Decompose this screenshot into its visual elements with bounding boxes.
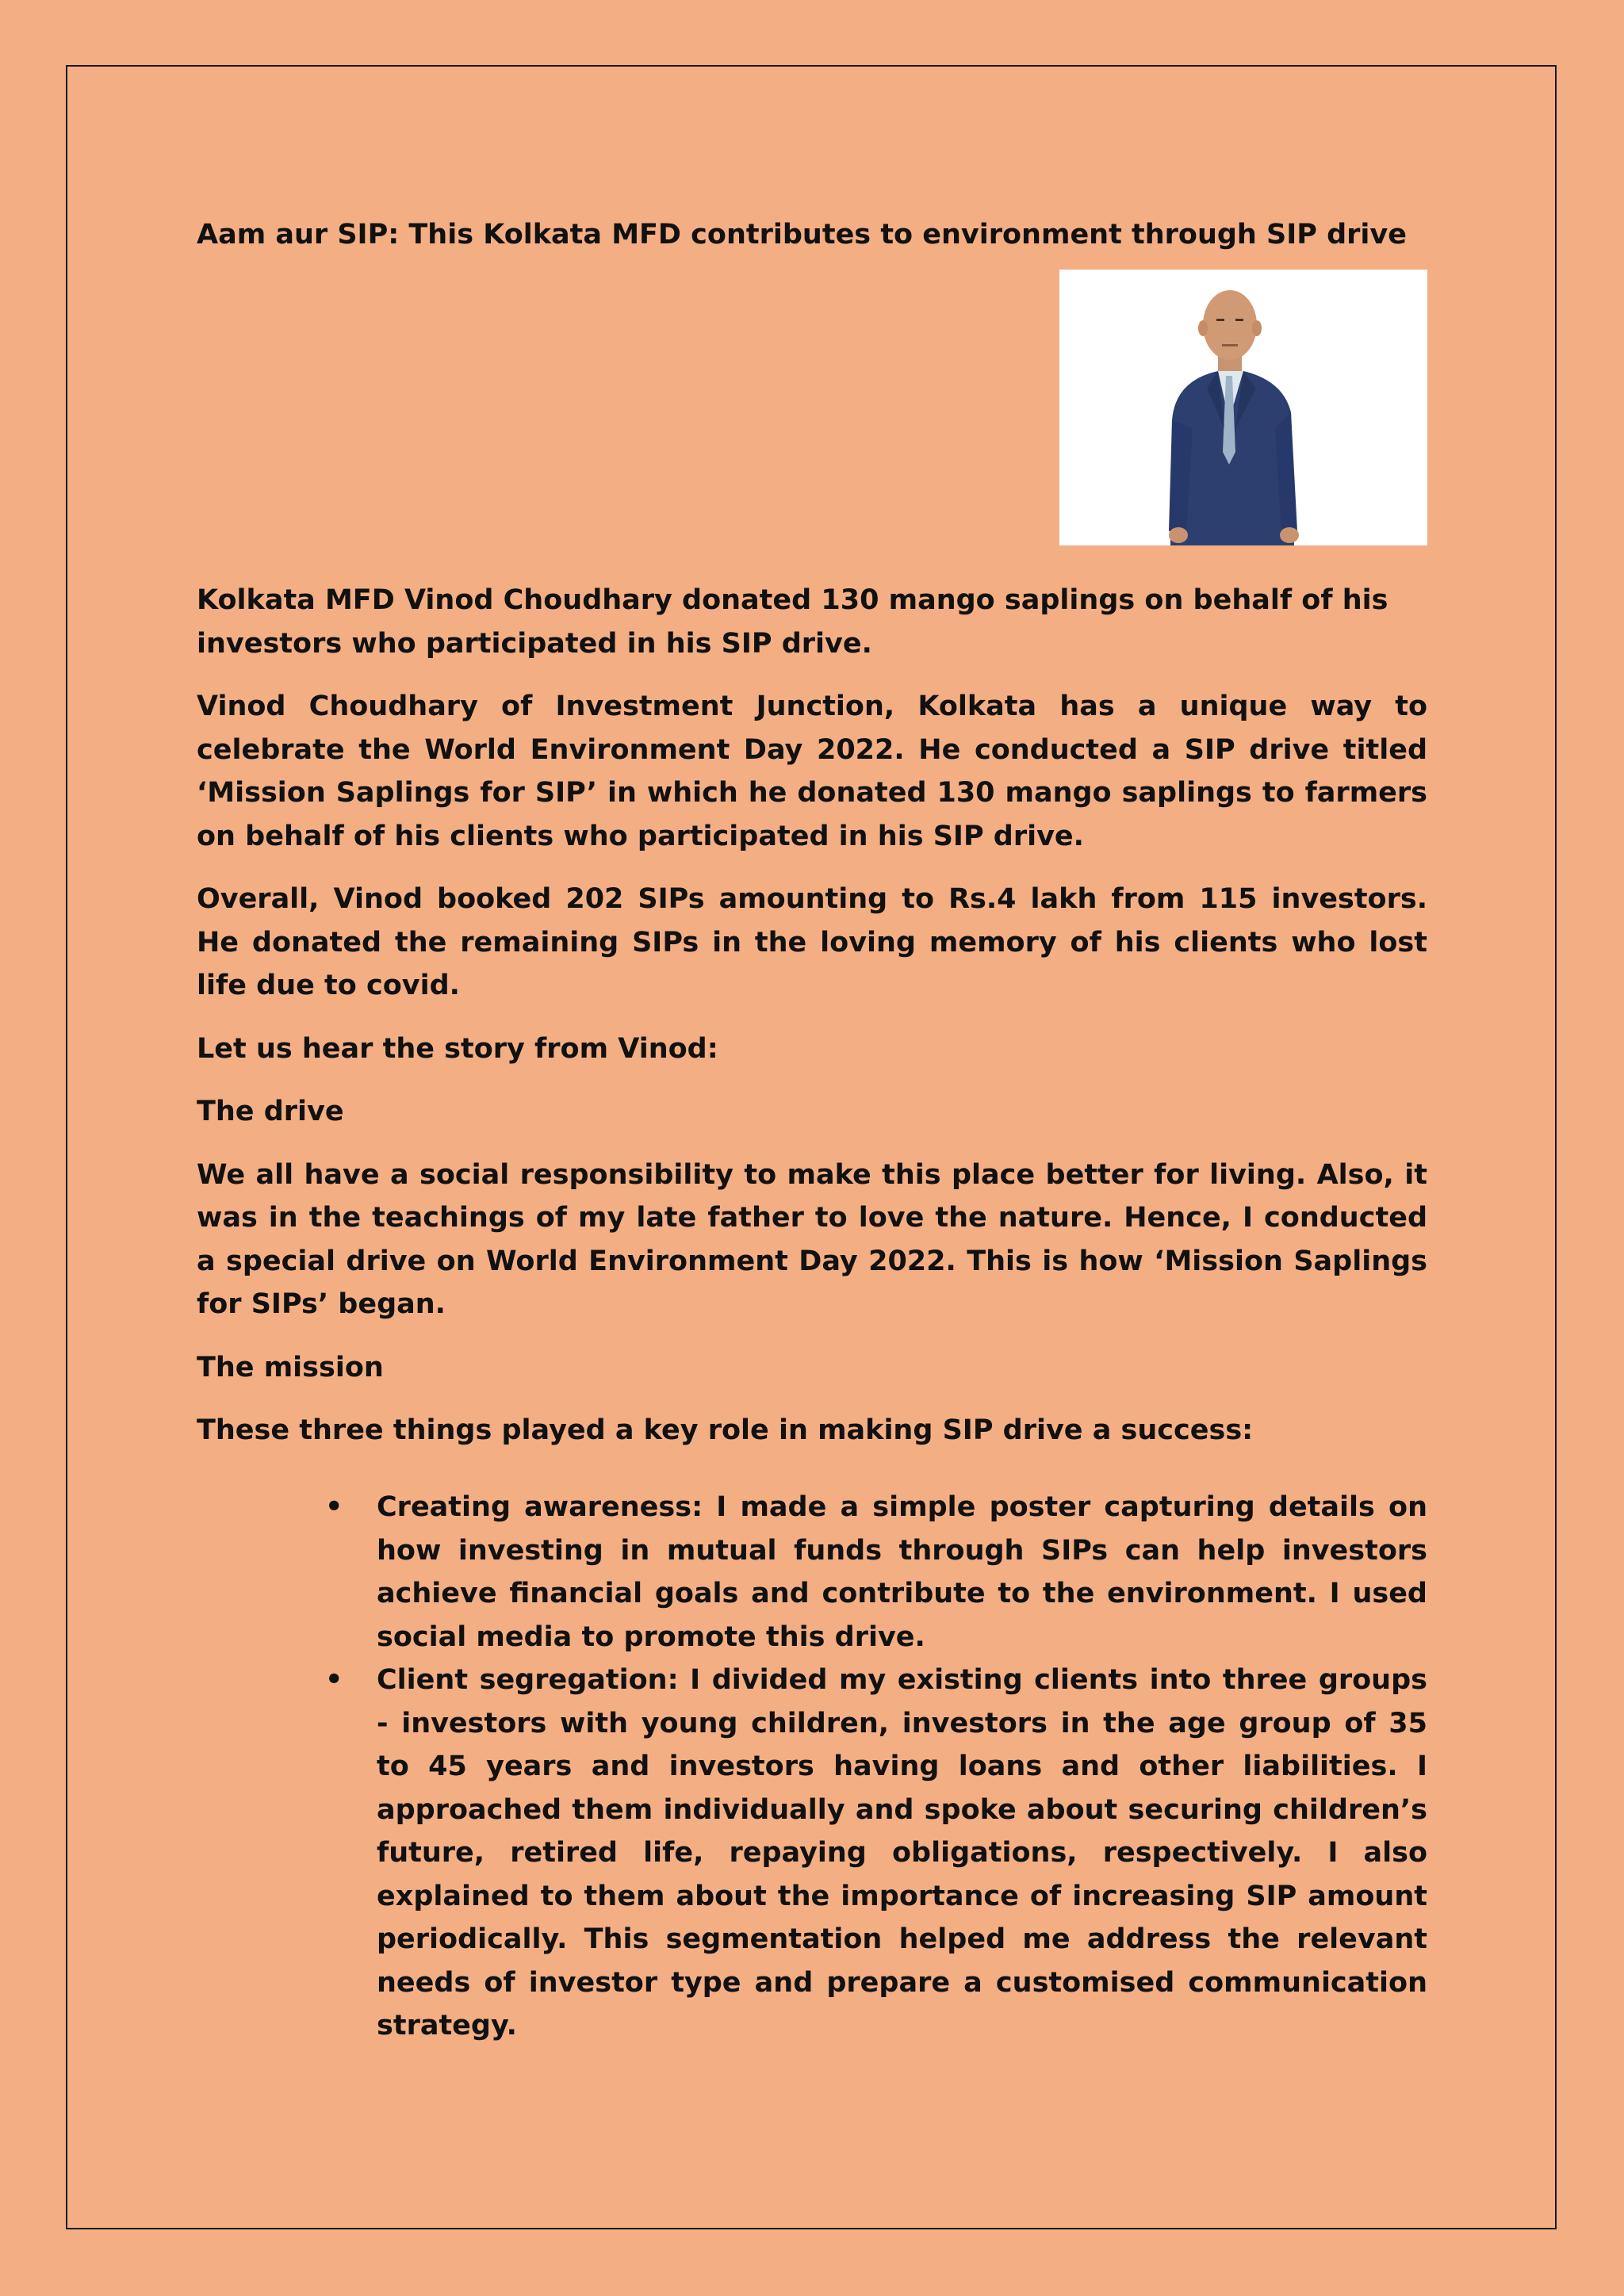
article-title: Aam aur SIP: This Kolkata MFD contributes to environment through SIP drive [197,219,1407,251]
bullet-list [197,1486,1427,2048]
paragraph-1: Vinod Choudhary of Investment Junction, Kolkata has a unique way to celebrate the World Environment Day 2022. He conducted a SIP drive titled ‘Mission Saplings for SIP’ in which he donated 130 mango saplings to farmers on behalf of his clients who participated in his SIP drive. [197,691,1427,852]
lead-paragraph: Kolkata MFD Vinod Choudhary donated 130 mango saplings on behalf of his investors who participated in his SIP drive. [197,584,1388,660]
paragraph-2: Overall, Vinod booked 202 SIPs amounting to Rs.4 lakh from 115 investors. He donated the remaining SIPs in the loving memory of his clients who lost life due to covid. [197,883,1427,1001]
heading-mission: The mission [197,1351,384,1383]
bullet-marker: • [325,1491,343,1523]
heading-drive: The drive [197,1096,344,1127]
bullet-item [197,1486,1427,1659]
paragraph-5: These three things played a key role in making SIP drive a success: [197,1414,1254,1446]
author-photo [1059,270,1427,545]
bullet-item [197,1659,1427,2048]
bullet-text: Client segregation: I divided my existing clients into three groups - investors with young children, investors in the age group of 35 to 45 years and investors having loans and other liabilities. I approached them individually and spoke about securing children’s future, retired life, repaying obligations, respectively. I also explained to them about the importance of increasing SIP amount periodically. This segmentation helped me address the relevant needs of investor type and prepare a customised communication strategy. [377,1664,1427,2042]
bullet-text: Creating awareness: I made a simple poster capturing details on how investing in mutual funds through SIPs can help investors achieve financial goals and contribute to the environment. I used social media to promote this drive. [377,1491,1427,1653]
bullet-marker: • [325,1664,343,1696]
portrait-illustration [1059,270,1427,545]
article-body [197,214,1427,255]
article-text-top [197,579,1427,1452]
paragraph-4: We all have a social responsibility to make this place better for living. Also, it was in the teachings of my late father to love the nature. Hence, I conducted a special drive on World Environment Day 2022. This is how ‘Mission Saplings for SIPs’ began. [197,1158,1427,1320]
paragraph-3: Let us hear the story from Vinod: [197,1032,718,1065]
